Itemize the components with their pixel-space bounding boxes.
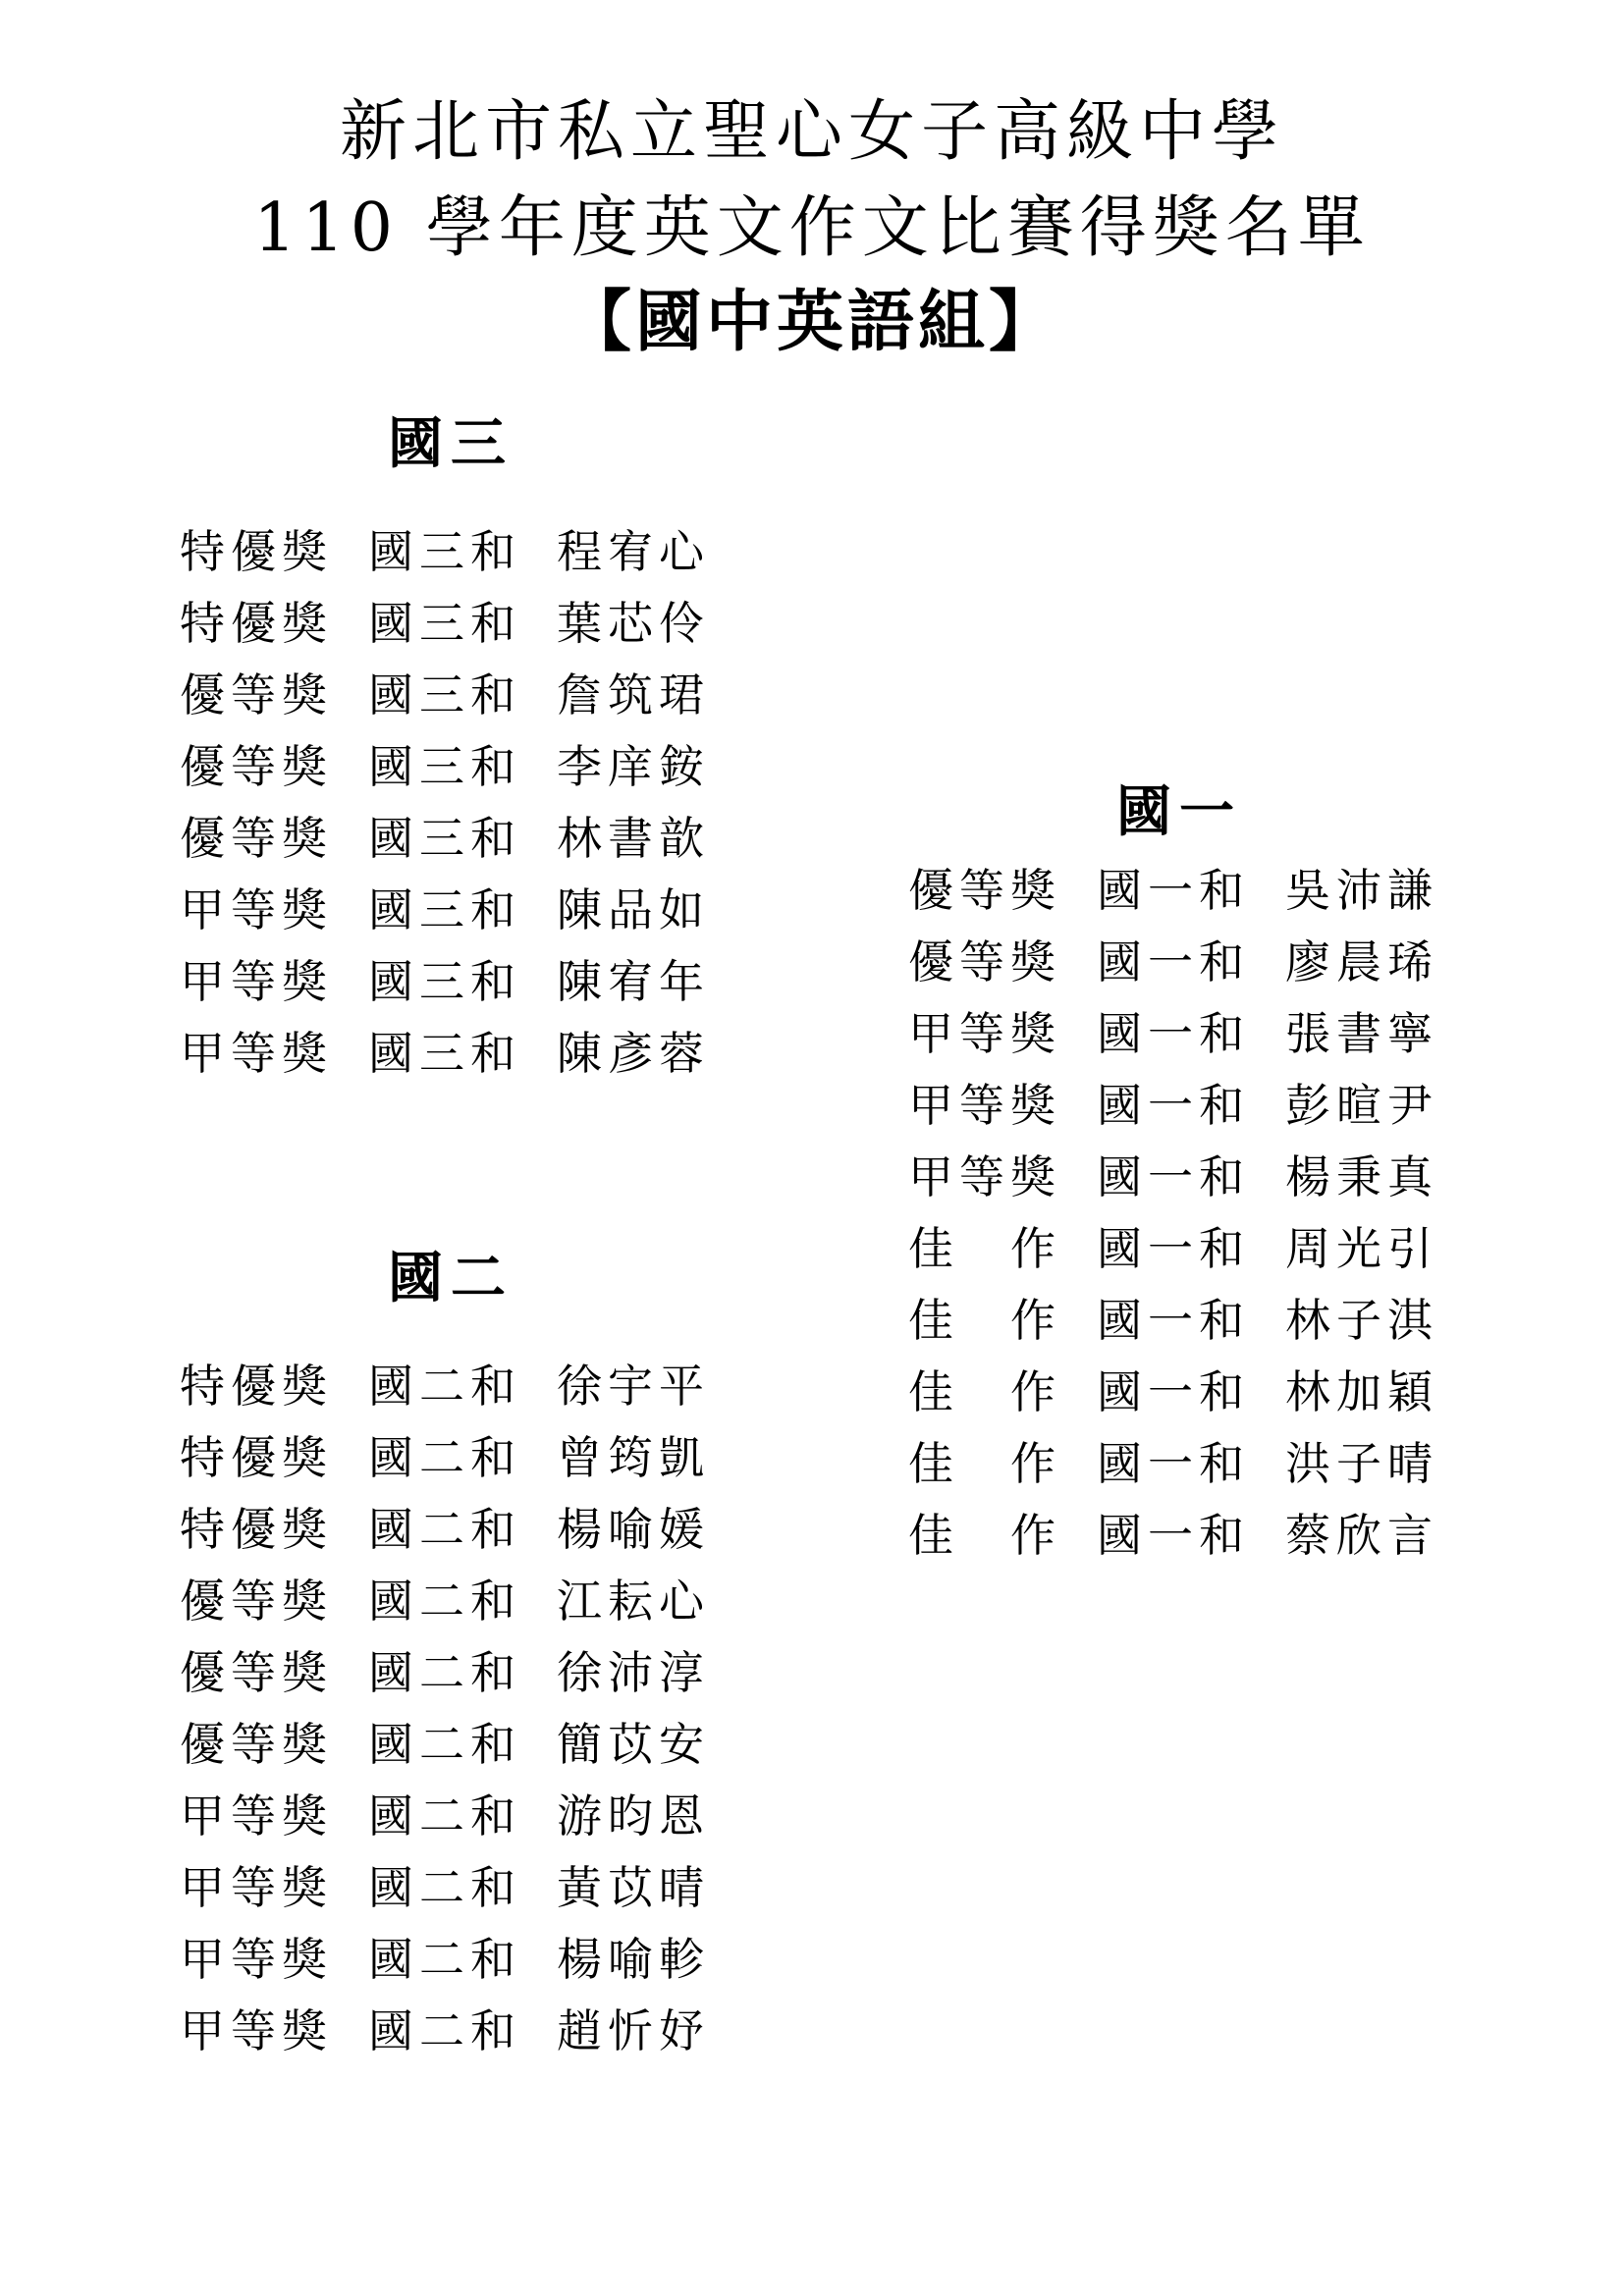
award-row <box>180 1351 753 1422</box>
award-row <box>180 1781 753 1852</box>
grade1-heading: 國一 <box>1116 780 1242 844</box>
class-name: 國三和 <box>368 955 521 1008</box>
student-name: 周光引 <box>1285 1222 1438 1275</box>
class-name: 國一和 <box>1097 1150 1250 1203</box>
student-name: 林書歆 <box>557 812 710 865</box>
award-row <box>908 998 1482 1070</box>
student-name: 趙忻妤 <box>557 2004 710 2057</box>
award-level: 優等獎 <box>180 812 333 865</box>
award-row <box>180 1924 753 1996</box>
student-name: 陳彥蓉 <box>557 1027 710 1080</box>
award-level: 佳 作 <box>908 1437 1061 1490</box>
award-level: 甲等獎 <box>180 2004 333 2057</box>
award-level: 佳 作 <box>908 1365 1061 1418</box>
class-name: 國一和 <box>1097 1079 1250 1132</box>
class-name: 國二和 <box>368 1861 521 1914</box>
student-name: 李庠銨 <box>557 740 710 793</box>
award-level: 甲等獎 <box>908 1079 1061 1132</box>
class-name: 國三和 <box>368 883 521 936</box>
award-row <box>908 1357 1482 1428</box>
student-name: 詹筑珺 <box>557 668 710 721</box>
award-level: 優等獎 <box>908 864 1061 917</box>
class-name: 國一和 <box>1097 1365 1250 1418</box>
class-name: 國二和 <box>368 1431 521 1484</box>
award-row <box>180 1637 753 1709</box>
group-title: 【國中英語組】 <box>564 284 1059 361</box>
student-name: 簡苡安 <box>557 1718 710 1771</box>
grade1-section <box>908 778 1482 1572</box>
award-level: 特優獎 <box>180 1360 333 1413</box>
student-name: 楊秉真 <box>1285 1150 1438 1203</box>
award-level: 甲等獎 <box>180 955 333 1008</box>
class-name: 國一和 <box>1097 1007 1250 1060</box>
class-name: 國一和 <box>1097 1294 1250 1347</box>
student-name: 楊喻媛 <box>557 1503 710 1556</box>
class-name: 國三和 <box>368 740 521 793</box>
class-name: 國二和 <box>368 1789 521 1842</box>
award-row <box>908 1428 1482 1500</box>
award-level: 甲等獎 <box>180 1789 333 1842</box>
class-name: 國一和 <box>1097 1222 1250 1275</box>
award-row <box>180 516 753 588</box>
school-name: 新北市私立聖心女子高級中學 <box>339 93 1284 171</box>
award-row <box>180 1018 753 1090</box>
grade1-award-list <box>908 855 1482 1572</box>
award-row <box>180 1566 753 1637</box>
class-name: 國二和 <box>368 1718 521 1771</box>
class-name: 國一和 <box>1097 1509 1250 1562</box>
event-title: 110 學年度英文作文比賽得獎名單 <box>253 189 1371 267</box>
award-level: 甲等獎 <box>908 1007 1061 1060</box>
award-row <box>908 1500 1482 1572</box>
student-name: 陳宥年 <box>557 955 710 1008</box>
student-name: 陳品如 <box>557 883 710 936</box>
grade2-award-list <box>180 1351 753 2067</box>
award-row <box>180 1709 753 1781</box>
student-name: 葉芯伶 <box>557 597 710 650</box>
award-row <box>180 1422 753 1494</box>
grade3-heading: 國三 <box>388 412 514 476</box>
award-row <box>180 1996 753 2067</box>
student-name: 黃苡晴 <box>557 1861 710 1914</box>
class-name: 國三和 <box>368 812 521 865</box>
award-row <box>180 1852 753 1924</box>
class-name: 國一和 <box>1097 864 1250 917</box>
award-level: 特優獎 <box>180 1431 333 1484</box>
award-level: 優等獎 <box>180 740 333 793</box>
award-level: 優等獎 <box>180 1646 333 1699</box>
award-level: 特優獎 <box>180 1503 333 1556</box>
grade3-award-list <box>180 516 753 1090</box>
award-row <box>908 855 1482 927</box>
class-name: 國二和 <box>368 1933 521 1986</box>
award-level: 特優獎 <box>180 597 333 650</box>
award-row <box>180 1494 753 1566</box>
award-level: 佳 作 <box>908 1222 1061 1275</box>
class-name: 國二和 <box>368 1575 521 1628</box>
award-level: 甲等獎 <box>180 1933 333 1986</box>
award-level: 甲等獎 <box>180 883 333 936</box>
award-level: 特優獎 <box>180 525 333 578</box>
award-row <box>180 588 753 660</box>
student-name: 游昀恩 <box>557 1789 710 1842</box>
class-name: 國一和 <box>1097 1437 1250 1490</box>
award-level: 佳 作 <box>908 1509 1061 1562</box>
student-name: 林加穎 <box>1285 1365 1438 1418</box>
award-row <box>180 660 753 731</box>
grade2-section <box>180 1245 753 2067</box>
grade2-heading: 國二 <box>388 1247 514 1310</box>
award-row <box>180 803 753 875</box>
class-name: 國二和 <box>368 1646 521 1699</box>
award-level: 佳 作 <box>908 1294 1061 1347</box>
award-row <box>908 1070 1482 1142</box>
award-level: 甲等獎 <box>180 1861 333 1914</box>
award-row <box>180 946 753 1018</box>
class-name: 國二和 <box>368 2004 521 2057</box>
class-name: 國二和 <box>368 1503 521 1556</box>
student-name: 林子淇 <box>1285 1294 1438 1347</box>
award-level: 優等獎 <box>908 935 1061 988</box>
student-name: 吳沛謙 <box>1285 864 1438 917</box>
class-name: 國三和 <box>368 1027 521 1080</box>
student-name: 曾筠凱 <box>557 1431 710 1484</box>
award-level: 優等獎 <box>180 1718 333 1771</box>
award-level: 甲等獎 <box>180 1027 333 1080</box>
award-row <box>180 875 753 946</box>
student-name: 程宥心 <box>557 525 710 578</box>
award-row <box>908 1213 1482 1285</box>
award-level: 優等獎 <box>180 668 333 721</box>
class-name: 國三和 <box>368 525 521 578</box>
class-name: 國三和 <box>368 668 521 721</box>
class-name: 國二和 <box>368 1360 521 1413</box>
student-name: 蔡欣言 <box>1285 1509 1438 1562</box>
class-name: 國三和 <box>368 597 521 650</box>
award-level: 優等獎 <box>180 1575 333 1628</box>
student-name: 彭暄尹 <box>1285 1079 1438 1132</box>
student-name: 徐宇平 <box>557 1360 710 1413</box>
award-level: 甲等獎 <box>908 1150 1061 1203</box>
class-name: 國一和 <box>1097 935 1250 988</box>
award-row <box>908 1285 1482 1357</box>
award-row <box>908 1142 1482 1213</box>
student-name: 江耘心 <box>557 1575 710 1628</box>
grade3-section <box>180 410 753 1090</box>
student-name: 洪子晴 <box>1285 1437 1438 1490</box>
student-name: 廖晨琋 <box>1285 935 1438 988</box>
award-row <box>180 731 753 803</box>
award-row <box>908 927 1482 998</box>
student-name: 張書寧 <box>1285 1007 1438 1060</box>
student-name: 楊喻軫 <box>557 1933 710 1986</box>
student-name: 徐沛淳 <box>557 1646 710 1699</box>
